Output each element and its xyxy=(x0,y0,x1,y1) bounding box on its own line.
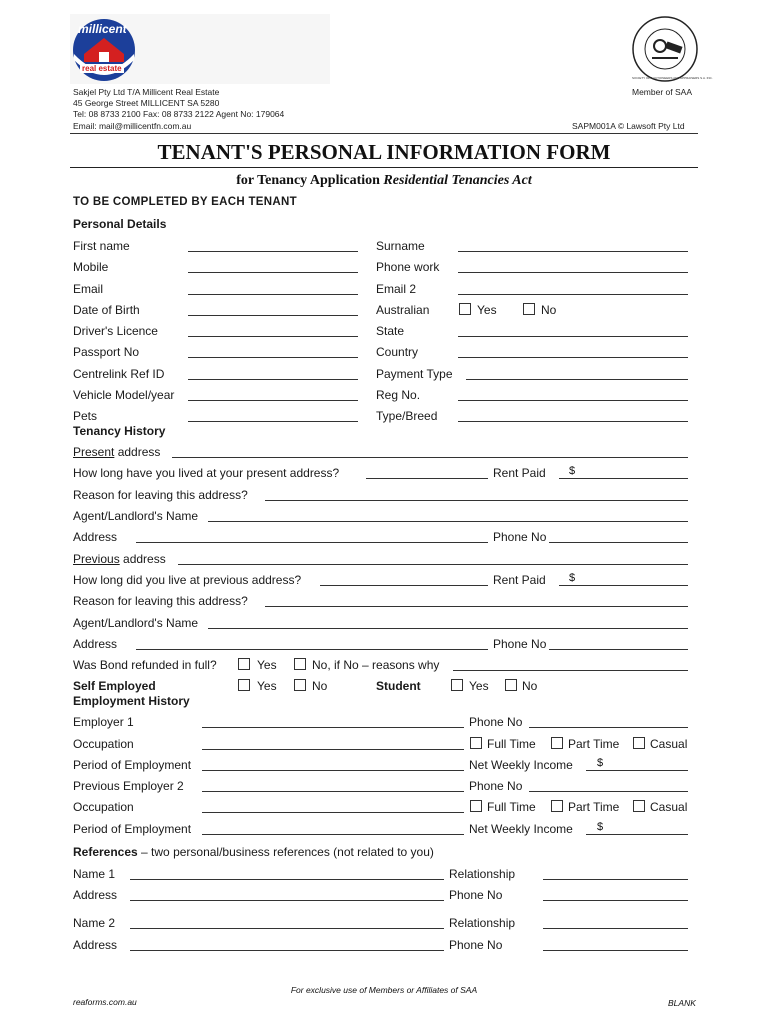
occupation2-parttime-label: Part Time xyxy=(568,800,620,814)
occupation2-parttime-checkbox[interactable] xyxy=(551,800,563,812)
bond-reasons-field[interactable] xyxy=(453,670,688,671)
state-field[interactable] xyxy=(458,336,688,337)
ref1-address-label: Address xyxy=(73,888,118,902)
net-weekly1-dollar: $ xyxy=(597,757,604,769)
previous-agent-address-label: Address xyxy=(73,637,118,651)
employer2-phone-label: Phone No xyxy=(469,779,523,793)
licence-label: Driver's Licence xyxy=(73,324,158,338)
previous-agent-phone-field[interactable] xyxy=(549,649,688,650)
present-rest: address xyxy=(114,445,161,459)
form-code: SAPM001A © Lawsoft Pty Ltd xyxy=(572,121,685,131)
ref1-relationship-label: Relationship xyxy=(449,867,516,881)
present-agent-field[interactable] xyxy=(208,521,688,522)
occupation2-field[interactable] xyxy=(202,812,464,813)
completion-note: TO BE COMPLETED BY EACH TENANT xyxy=(73,196,297,208)
present-agent-label: Agent/Landlord's Name xyxy=(73,509,199,523)
present-address-label xyxy=(73,445,160,459)
surname-field[interactable] xyxy=(458,251,688,252)
australian-no-checkbox[interactable] xyxy=(523,303,535,315)
occupation2-fulltime-label: Full Time xyxy=(487,800,536,814)
page-subtitle xyxy=(70,173,698,189)
type-breed-label: Type/Breed xyxy=(376,409,438,423)
email2-label: Email 2 xyxy=(376,282,417,296)
present-agent-address-label: Address xyxy=(73,530,118,544)
how-long-present-label: How long have you lived at your present address? xyxy=(73,466,340,480)
references-title: References xyxy=(73,845,138,859)
previous-agent-phone-label: Phone No xyxy=(493,637,547,651)
previous-rent-field[interactable] xyxy=(559,585,688,586)
bond-yes-checkbox[interactable] xyxy=(238,658,250,670)
self-employed-yes-label: Yes xyxy=(257,679,277,693)
present-rent-dollar: $ xyxy=(569,465,576,477)
present-agent-phone-field[interactable] xyxy=(549,542,688,543)
employer1-field[interactable] xyxy=(202,727,464,728)
period1-field[interactable] xyxy=(202,770,464,771)
footer-site: reaforms.com.au xyxy=(73,997,137,1007)
occupation1-parttime-checkbox[interactable] xyxy=(551,737,563,749)
bond-no-checkbox[interactable] xyxy=(294,658,306,670)
email-field[interactable] xyxy=(188,294,358,295)
agency-line-2: 45 George Street MILLICENT SA 5280 xyxy=(73,98,220,108)
ref1-name-label: Name 1 xyxy=(73,867,116,881)
previous-agent-address-field[interactable] xyxy=(136,649,488,650)
logo-text: millicent xyxy=(78,22,127,36)
occupation1-fulltime-checkbox[interactable] xyxy=(470,737,482,749)
net-weekly1-field[interactable] xyxy=(586,770,688,771)
occupation1-label: Occupation xyxy=(73,737,134,751)
ref2-address-label: Address xyxy=(73,938,118,952)
how-long-previous-field[interactable] xyxy=(320,585,488,586)
phone-work-label: Phone work xyxy=(376,260,440,274)
vehicle-label: Vehicle Model/year xyxy=(73,388,175,402)
ref2-relationship-field[interactable] xyxy=(543,928,688,929)
employer2-label: Previous Employer 2 xyxy=(73,779,184,793)
agency-logo xyxy=(70,14,330,84)
dob-field[interactable] xyxy=(188,315,358,316)
references-heading xyxy=(73,845,434,859)
subtitle-italic: Residential Tenancies Act xyxy=(383,173,532,188)
email2-field[interactable] xyxy=(458,294,688,295)
period1-label: Period of Employment xyxy=(73,758,192,772)
student-no-checkbox[interactable] xyxy=(505,679,517,691)
present-word: Present xyxy=(73,445,115,459)
centrelink-label: Centrelink Ref ID xyxy=(73,367,165,381)
ref2-address-field[interactable] xyxy=(130,950,444,951)
type-breed-field[interactable] xyxy=(458,421,688,422)
mobile-field[interactable] xyxy=(188,272,358,273)
reg-no-field[interactable] xyxy=(458,400,688,401)
saa-seal xyxy=(630,14,713,84)
seal-gavel-icon xyxy=(630,14,700,84)
passport-label: Passport No xyxy=(73,345,140,359)
present-rent-field[interactable] xyxy=(559,478,688,479)
how-long-present-field[interactable] xyxy=(366,478,488,479)
centrelink-field[interactable] xyxy=(188,379,358,380)
previous-rest: address xyxy=(119,552,166,566)
dob-label: Date of Birth xyxy=(73,303,140,317)
student-no-label: No xyxy=(522,679,538,693)
footer-blank: BLANK xyxy=(668,998,696,1008)
country-label: Country xyxy=(376,345,419,359)
email-label: Email xyxy=(73,282,104,296)
present-reason-label: Reason for leaving this address? xyxy=(73,488,248,502)
personal-heading: Personal Details xyxy=(73,217,167,231)
present-agent-phone-label: Phone No xyxy=(493,530,547,544)
australian-label: Australian xyxy=(376,303,430,317)
student-yes-checkbox[interactable] xyxy=(451,679,463,691)
previous-address-label xyxy=(73,552,166,566)
self-employed-yes-checkbox[interactable] xyxy=(238,679,250,691)
net-weekly1-label: Net Weekly Income xyxy=(469,758,573,772)
occupation1-casual-checkbox[interactable] xyxy=(633,737,645,749)
ref2-phone-label: Phone No xyxy=(449,938,503,952)
member-text: Member of SAA xyxy=(632,87,692,97)
student-yes-label: Yes xyxy=(469,679,489,693)
passport-field[interactable] xyxy=(188,357,358,358)
previous-reason-field[interactable] xyxy=(265,606,688,607)
payment-type-field[interactable] xyxy=(466,379,688,380)
employment-heading: Employment History xyxy=(73,694,190,708)
tenancy-heading: Tenancy History xyxy=(73,424,166,438)
mobile-label: Mobile xyxy=(73,260,109,274)
phone-work-field[interactable] xyxy=(458,272,688,273)
occupation2-fulltime-checkbox[interactable] xyxy=(470,800,482,812)
australian-no-label: No xyxy=(541,303,557,317)
occupation1-field[interactable] xyxy=(202,749,464,750)
period2-field[interactable] xyxy=(202,834,464,835)
period2-label: Period of Employment xyxy=(73,822,192,836)
how-long-previous-label: How long did you live at previous address? xyxy=(73,573,302,587)
ref1-name-field[interactable] xyxy=(130,879,444,880)
occupation2-casual-checkbox[interactable] xyxy=(633,800,645,812)
occupation2-label: Occupation xyxy=(73,800,134,814)
ref2-name-field[interactable] xyxy=(130,928,444,929)
ref1-address-field[interactable] xyxy=(130,900,444,901)
ref1-phone-field[interactable] xyxy=(543,900,688,901)
self-employed-no-checkbox[interactable] xyxy=(294,679,306,691)
ref1-phone-label: Phone No xyxy=(449,888,503,902)
employer1-phone-label: Phone No xyxy=(469,715,523,729)
occupation1-casual-label: Casual xyxy=(650,737,688,751)
bond-no-label: No, if No – reasons why xyxy=(312,658,440,672)
agency-line-4: Email: mail@millicentfn.com.au xyxy=(73,121,192,131)
ref2-relationship-label: Relationship xyxy=(449,916,516,930)
self-employed-no-label: No xyxy=(312,679,328,693)
pets-label: Pets xyxy=(73,409,98,423)
occupation1-fulltime-label: Full Time xyxy=(487,737,536,751)
state-label: State xyxy=(376,324,405,338)
first-name-field[interactable] xyxy=(188,251,358,252)
ref1-relationship-field[interactable] xyxy=(543,879,688,880)
present-reason-field[interactable] xyxy=(265,500,688,501)
previous-agent-label: Agent/Landlord's Name xyxy=(73,616,199,630)
ref2-phone-field[interactable] xyxy=(543,950,688,951)
net-weekly2-field[interactable] xyxy=(586,834,688,835)
payment-type-label: Payment Type xyxy=(376,367,453,381)
student-label: Student xyxy=(376,679,421,693)
previous-word: Previous xyxy=(73,552,120,566)
employer1-phone-field[interactable] xyxy=(529,727,688,728)
footer-exclusive: For exclusive use of Members or Affiliates of SAA xyxy=(290,985,478,995)
previous-agent-field[interactable] xyxy=(208,628,688,629)
header-rule xyxy=(70,133,698,134)
occupation2-casual-label: Casual xyxy=(650,800,688,814)
title-rule xyxy=(70,167,698,168)
previous-rent-label: Rent Paid xyxy=(493,573,546,587)
surname-label: Surname xyxy=(376,239,425,253)
employer2-phone-field[interactable] xyxy=(529,791,688,792)
occupation1-parttime-label: Part Time xyxy=(568,737,620,751)
licence-field[interactable] xyxy=(188,336,358,337)
vehicle-field[interactable] xyxy=(188,400,358,401)
employer2-field[interactable] xyxy=(202,791,464,792)
references-note: – two personal/business references (not related to you) xyxy=(137,845,434,859)
present-rent-label: Rent Paid xyxy=(493,466,546,480)
australian-yes-label: Yes xyxy=(477,303,497,317)
page-title: TENANT'S PERSONAL INFORMATION FORM xyxy=(157,140,611,164)
previous-reason-label: Reason for leaving this address? xyxy=(73,594,248,608)
country-field[interactable] xyxy=(458,357,688,358)
agency-line-1: Sakjel Pty Ltd T/A Millicent Real Estate xyxy=(73,87,220,97)
employer1-label: Employer 1 xyxy=(73,715,134,729)
bond-yes-label: Yes xyxy=(257,658,277,672)
ref2-name-label: Name 2 xyxy=(73,916,116,930)
seal-text: SOCIETY OF AUCTIONEERS AND APPRAISERS S.A. INC. xyxy=(632,76,713,80)
subtitle-plain: for Tenancy Application xyxy=(236,173,384,188)
reg-no-label: Reg No. xyxy=(376,388,421,402)
logo-subtext: real estate xyxy=(82,64,122,73)
pets-field[interactable] xyxy=(188,421,358,422)
net-weekly2-dollar: $ xyxy=(597,821,604,833)
bond-label: Was Bond refunded in full? xyxy=(73,658,217,672)
australian-yes-checkbox[interactable] xyxy=(459,303,471,315)
self-employed-label: Self Employed xyxy=(73,679,156,693)
previous-rent-dollar: $ xyxy=(569,572,576,584)
present-address-field[interactable] xyxy=(172,457,688,458)
net-weekly2-label: Net Weekly Income xyxy=(469,822,573,836)
previous-address-field[interactable] xyxy=(178,564,688,565)
present-agent-address-field[interactable] xyxy=(136,542,488,543)
agency-line-3: Tel: 08 8733 2100 Fax: 08 8733 2122 Agent No: 179064 xyxy=(73,109,285,119)
first-name-label: First name xyxy=(73,239,130,253)
